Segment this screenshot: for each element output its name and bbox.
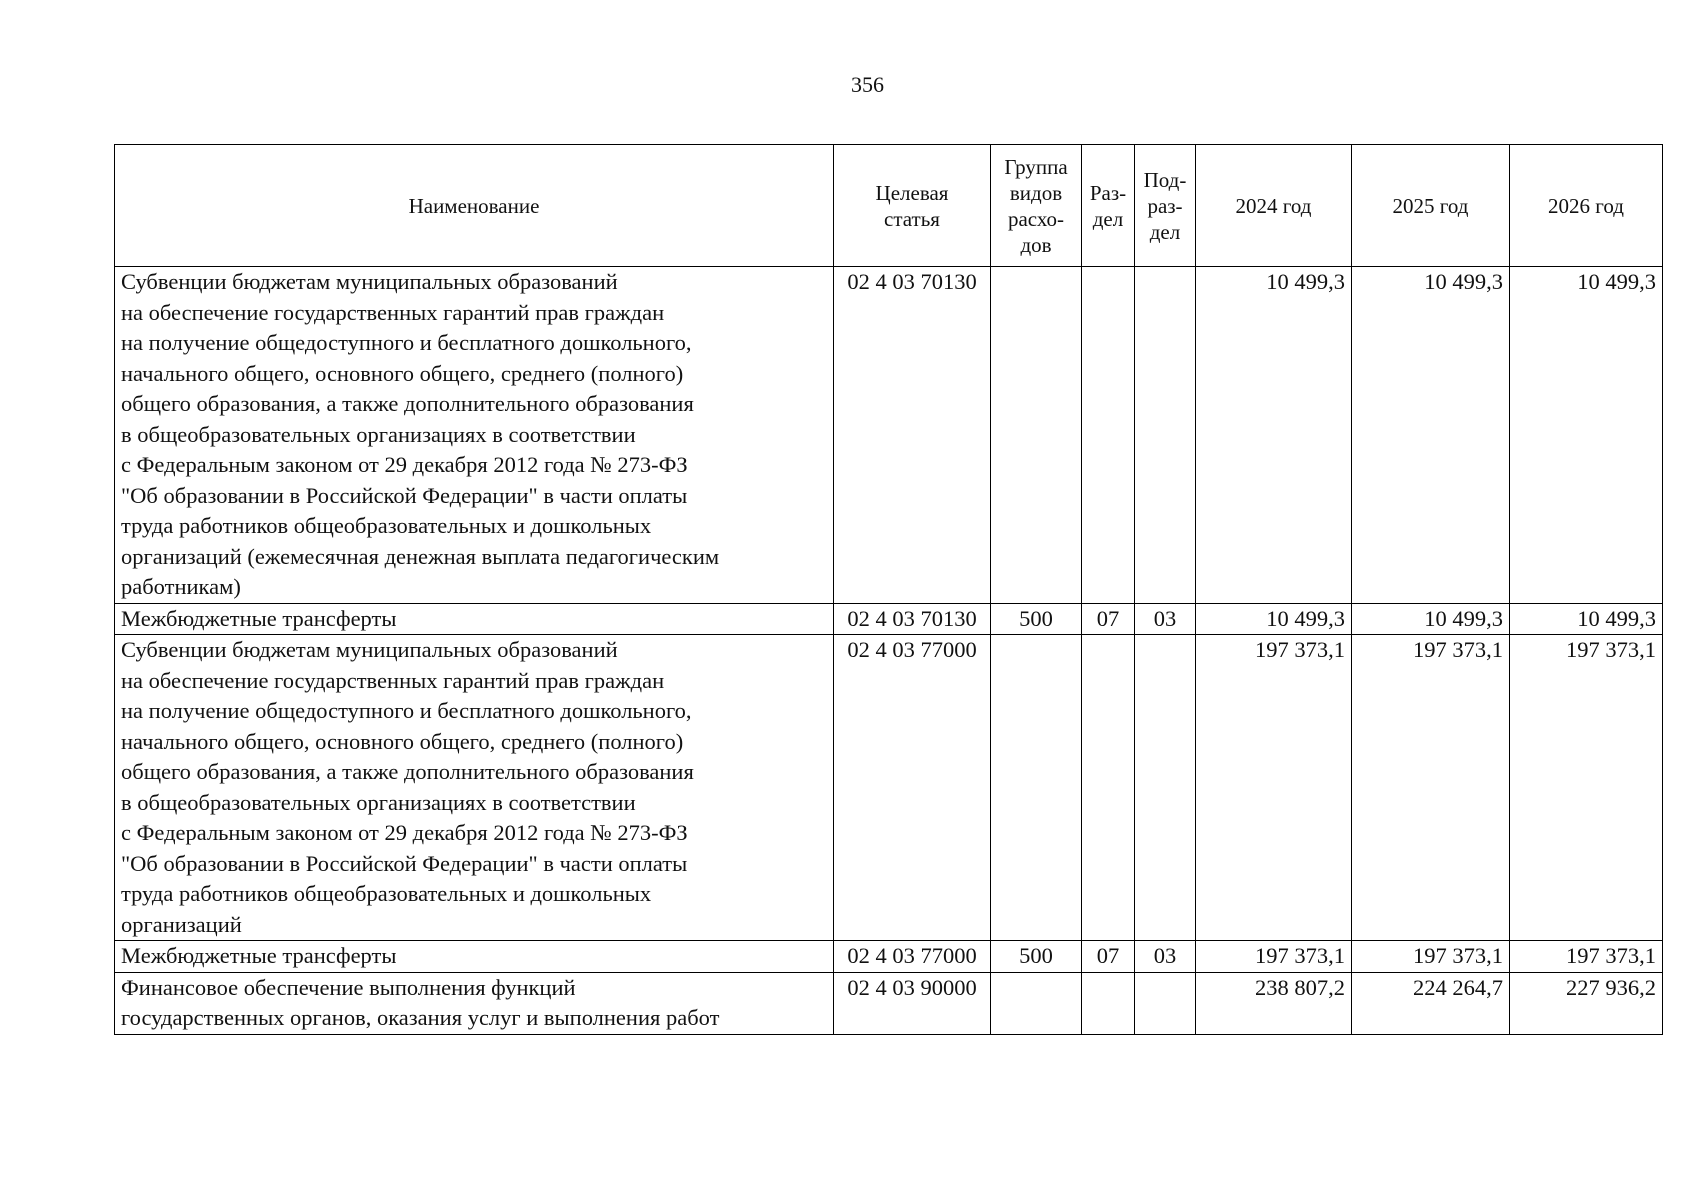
row-2025: 224 264,7: [1352, 972, 1510, 1034]
page-number: 356: [851, 72, 884, 97]
row-2024: 10 499,3: [1196, 603, 1352, 635]
row-2025: 197 373,1: [1352, 941, 1510, 973]
row-subsection: 03: [1135, 603, 1196, 635]
row-name: Финансовое обеспечение выполнения функций государственных органов, оказания услуг и выполнения работ: [115, 972, 834, 1034]
header-code: Целевая статья: [834, 145, 991, 267]
row-group: [991, 635, 1082, 941]
row-group: [991, 972, 1082, 1034]
table-row: [115, 603, 1663, 635]
table-row: [115, 635, 1663, 941]
row-2024: 238 807,2: [1196, 972, 1352, 1034]
header-2026: 2026 год: [1510, 145, 1663, 267]
row-subsection: [1135, 972, 1196, 1034]
row-group: [991, 267, 1082, 604]
row-subsection: [1135, 635, 1196, 941]
header-row: [115, 145, 1663, 267]
row-name: Субвенции бюджетам муниципальных образований на обеспечение государственных гарантий прав граждан на получение общедоступного и бесплатного дошкольного, начального общего, основного общего, среднего (полного) общего образования, а также дополнительного образования в общеобразовательных организациях в соответствии с Федеральным законом от 29 декабря 2012 года № 273-ФЗ "Об образовании в Российской Федерации" в части оплаты труда работников общеобразовательных и дошкольных организаций: [115, 635, 834, 941]
row-section: [1082, 972, 1135, 1034]
row-code: 02 4 03 90000: [834, 972, 991, 1034]
row-code: 02 4 03 70130: [834, 603, 991, 635]
row-2026: 10 499,3: [1510, 267, 1663, 604]
row-subsection: [1135, 267, 1196, 604]
header-name: Наименование: [115, 145, 834, 267]
row-2025: 10 499,3: [1352, 267, 1510, 604]
row-2024: 197 373,1: [1196, 635, 1352, 941]
row-2024: 10 499,3: [1196, 267, 1352, 604]
header-group: Группа видов расхо- дов: [991, 145, 1082, 267]
row-section: [1082, 267, 1135, 604]
row-subsection: 03: [1135, 941, 1196, 973]
row-section: 07: [1082, 603, 1135, 635]
row-name: Межбюджетные трансферты: [115, 941, 834, 973]
header-2025: 2025 год: [1352, 145, 1510, 267]
row-2026: 10 499,3: [1510, 603, 1663, 635]
budget-table: [114, 144, 1663, 1035]
table-row: [115, 972, 1663, 1034]
row-code: 02 4 03 70130: [834, 267, 991, 604]
header-subsection: Под- раз- дел: [1135, 145, 1196, 267]
row-code: 02 4 03 77000: [834, 941, 991, 973]
row-2025: 10 499,3: [1352, 603, 1510, 635]
row-2025: 197 373,1: [1352, 635, 1510, 941]
row-2026: 197 373,1: [1510, 941, 1663, 973]
header-2024: 2024 год: [1196, 145, 1352, 267]
row-name: Межбюджетные трансферты: [115, 603, 834, 635]
row-group: 500: [991, 941, 1082, 973]
table-row: [115, 941, 1663, 973]
row-section: 07: [1082, 941, 1135, 973]
table-row: [115, 267, 1663, 604]
row-code: 02 4 03 77000: [834, 635, 991, 941]
row-2026: 197 373,1: [1510, 635, 1663, 941]
row-section: [1082, 635, 1135, 941]
row-group: 500: [991, 603, 1082, 635]
row-2024: 197 373,1: [1196, 941, 1352, 973]
header-section: Раз- дел: [1082, 145, 1135, 267]
row-2026: 227 936,2: [1510, 972, 1663, 1034]
row-name: Субвенции бюджетам муниципальных образований на обеспечение государственных гарантий прав граждан на получение общедоступного и бесплатного дошкольного, начального общего, основного общего, среднего (полного) общего образования, а также дополнительного образования в общеобразовательных организациях в соответствии с Федеральным законом от 29 декабря 2012 года № 273-ФЗ "Об образовании в Российской Федерации" в части оплаты труда работников общеобразовательных и дошкольных организаций (ежемесячная денежная выплата педагогическим работникам): [115, 267, 834, 604]
